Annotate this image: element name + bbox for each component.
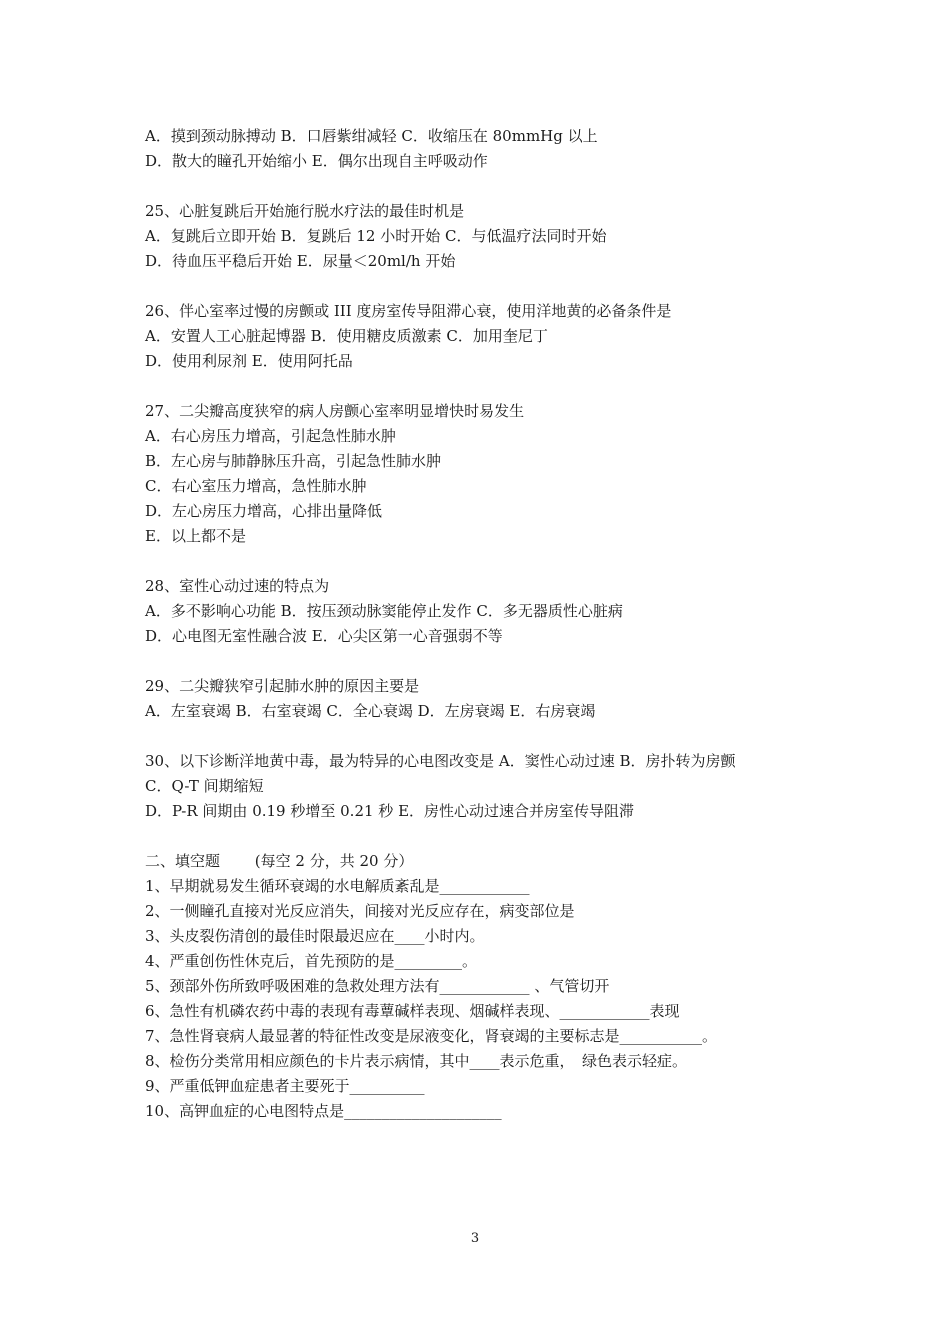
- fill-in-item: 5、颈部外伤所致呼吸困难的急救处理方法有____________ 、气管切开: [145, 977, 610, 995]
- paragraph-gap: [145, 824, 835, 849]
- text-line: D．心电图无室性融合波 E．心尖区第一心音强弱不等: [145, 627, 503, 645]
- question-28: [145, 574, 835, 649]
- paragraph-gap: [145, 174, 835, 199]
- text-line: A．安置人工心脏起博器 B．使用糖皮质激素 C．加用奎尼丁: [145, 327, 548, 345]
- text-line: E．以上都不是: [145, 527, 246, 545]
- fill-in-item: 8、检伤分类常用相应颜色的卡片表示病情，其中____表示危重， 绿色表示轻症。: [145, 1052, 688, 1070]
- text-line: A．右心房压力增高，引起急性肺水肿: [145, 427, 396, 445]
- paragraph-gap: [145, 274, 835, 299]
- question-25: [145, 199, 835, 274]
- question-stem: 25、心脏复跳后开始施行脱水疗法的最佳时机是: [145, 202, 465, 220]
- text-line: A．摸到颈动脉搏动 B．口唇紫绀减轻 C．收缩压在 80mmHg 以上: [145, 127, 598, 145]
- fill-in-item: 7、急性肾衰病人最显著的特征性改变是尿液变化，肾衰竭的主要标志是___________。: [145, 1027, 718, 1045]
- question-26: [145, 299, 835, 374]
- question-stem: 30、以下诊断洋地黄中毒，最为特异的心电图改变是 A．窦性心动过速 B．房扑转为房颤: [145, 752, 736, 770]
- question-24-options: [145, 124, 835, 174]
- text-line: A．左室衰竭 B．右室衰竭 C．全心衰竭 D．左房衰竭 E．右房衰竭: [145, 702, 596, 720]
- text-line: B．左心房与肺静脉压升高，引起急性肺水肿: [145, 452, 442, 470]
- text-line: A．复跳后立即开始 B．复跳后 12 小时开始 C．与低温疗法同时开始: [145, 227, 607, 245]
- text-line: A．多不影响心功能 B．按压颈动脉窦能停止发作 C．多无器质性心脏病: [145, 602, 623, 620]
- question-stem: 28、室性心动过速的特点为: [145, 577, 330, 595]
- section-heading: 二、填空题 (每空 2 分，共 20 分）: [145, 852, 414, 870]
- question-27: [145, 399, 835, 549]
- fill-in-item: 1、早期就易发生循环衰竭的水电解质紊乱是____________: [145, 877, 530, 895]
- question-stem: 26、伴心室率过慢的房颤或 III 度房室传导阻滞心衰，使用洋地黄的必备条件是: [145, 302, 672, 320]
- text-line: D．左心房压力增高，心排出量降低: [145, 502, 383, 520]
- question-stem: 27、二尖瓣高度狭窄的病人房颤心室率明显增快时易发生: [145, 402, 525, 420]
- paragraph-gap: [145, 649, 835, 674]
- document-body: [145, 124, 835, 1124]
- text-line: D．P-R 间期由 0.19 秒增至 0.21 秒 E．房性心动过速合并房室传导阻滞: [145, 802, 635, 820]
- question-29: [145, 674, 835, 724]
- text-line: C．右心室压力增高，急性肺水肿: [145, 477, 367, 495]
- fill-in-item: 2、一侧瞳孔直接对光反应消失，间接对光反应存在，病变部位是: [145, 902, 575, 920]
- fill-in-item: 10、高钾血症的心电图特点是_____________________: [145, 1102, 502, 1120]
- fill-in-item: 4、严重创伤性休克后，首先预防的是_________。: [145, 952, 478, 970]
- fill-in-section: [145, 849, 835, 1124]
- text-line: C．Q-T 间期缩短: [145, 777, 264, 795]
- fill-in-item: 3、头皮裂伤清创的最佳时限最迟应在____小时内。: [145, 927, 485, 945]
- text-line: D．待血压平稳后开始 E．尿量＜20ml/h 开始: [145, 252, 456, 270]
- page-number: 3: [470, 1231, 480, 1246]
- question-stem: 29、二尖瓣狭窄引起肺水肿的原因主要是: [145, 677, 420, 695]
- paragraph-gap: [145, 724, 835, 749]
- fill-in-item: 6、急性有机磷农药中毒的表现有毒蕈碱样表现、烟碱样表现、____________表现: [145, 1002, 680, 1020]
- fill-in-item: 9、严重低钾血症患者主要死于__________: [145, 1077, 425, 1095]
- paragraph-gap: [145, 374, 835, 399]
- text-line: D．使用利尿剂 E．使用阿托品: [145, 352, 353, 370]
- paragraph-gap: [145, 549, 835, 574]
- question-30: [145, 749, 835, 824]
- text-line: D．散大的瞳孔开始缩小 E．偶尔出现自主呼吸动作: [145, 152, 488, 170]
